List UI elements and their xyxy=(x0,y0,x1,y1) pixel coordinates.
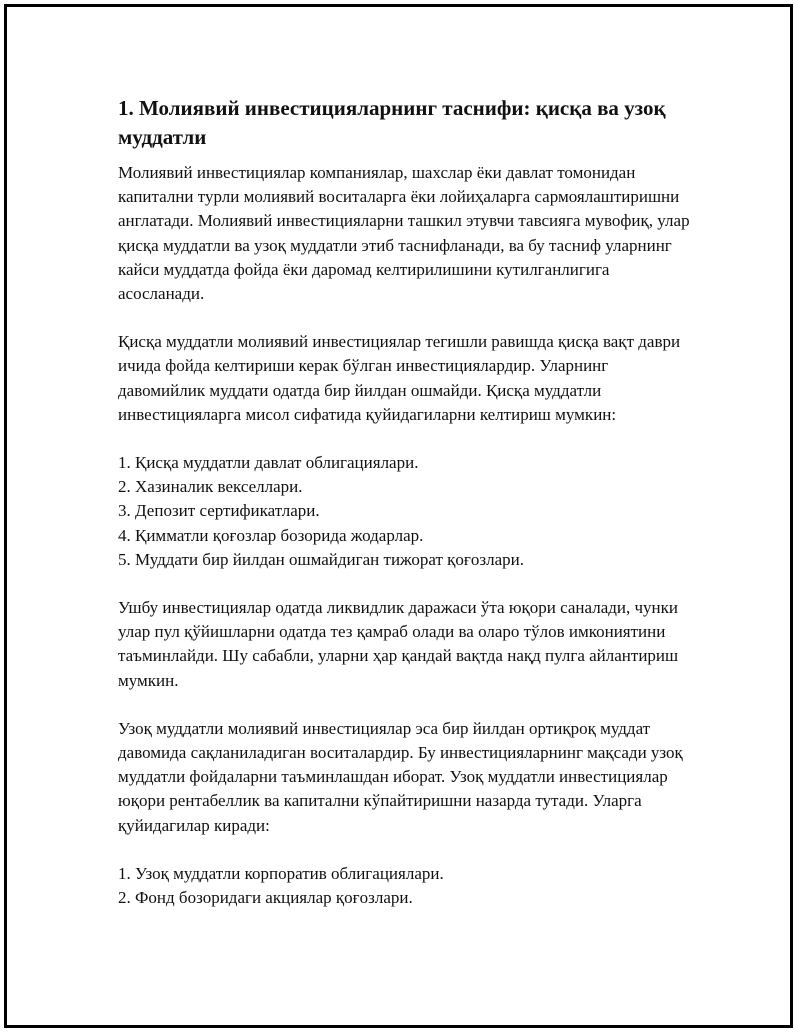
long-term-paragraph: Узоқ муддатли молиявий инвестициялар эса бир йилдан ортиқроқ муддат давомида сақланиладиган воситалардир. Бу инвестицияларнинг мақсади узоқ муддатли фойдаларни таъминлашдан иборат. Узоқ муддатли инвестициялар юқори рентабеллик ва капитални кўпайтиришни назарда тутади. Уларга қуйидагилар киради: xyxy=(118,718,683,835)
intro-paragraph: Молиявий инвестициялар компаниялар, шахслар ёки давлат томонидан капитални турли молиявий воситаларга ёки лойиҳаларга сармоялаштиришни англатади. Молиявий инвестицияларни ташкил этувчи тавсияга мувофиқ, улар қисқа муддатли ва узоқ муддатли этиб таснифланади, ва бу тасниф уларнинг кайси муддатда фойда ёки даромад келтирилишини кутилганлигига асосланади. xyxy=(118,163,690,304)
liquidity-paragraph: Ушбу инвестициялар одатда ликвидлик даражаси ўта юқори саналади, чунки улар пул қўйишларни одатда тез қамраб олади ва оларо тўлов имкониятини таъминлайди. Шу сабабли, уларни ҳар қандай вақтда нақд пулга айлантириш мумкин. xyxy=(118,598,679,690)
list-item: 5. Муддати бир йилдан ошмайдиган тижорат қоғозлари. xyxy=(118,549,524,569)
long-term-list xyxy=(118,862,693,910)
section-heading: 1. Молиявий инвестицияларнинг таснифи: қисқа ва узоқ муддатли xyxy=(118,96,666,149)
short-term-list xyxy=(118,451,693,572)
list-item: 1. Қисқа муддатли давлат облигациялари. xyxy=(118,453,419,473)
short-term-paragraph: Қисқа муддатли молиявий инвестициялар тегишли равишда қисқа вақт даври ичида фойда келтириши керак бўлган инвестициялардир. Уларнинг давомийлик муддати одатда бир йилдан ошмайди. Қисқа муддатли инвестицияларга мисол сифатида қуйидагиларни келтириш мумкин: xyxy=(118,332,681,424)
document-body xyxy=(118,94,693,910)
list-item: 3. Депозит сертификатлари. xyxy=(118,501,320,521)
list-item: 1. Узоқ муддатли корпоратив облигациялари. xyxy=(118,863,444,883)
list-item: 2. Хазиналик векселлари. xyxy=(118,477,303,497)
list-item: 4. Қимматли қоғозлар бозорида жодарлар. xyxy=(118,525,424,545)
list-item: 2. Фонд бозоридаги акциялар қоғозлари. xyxy=(118,888,413,908)
